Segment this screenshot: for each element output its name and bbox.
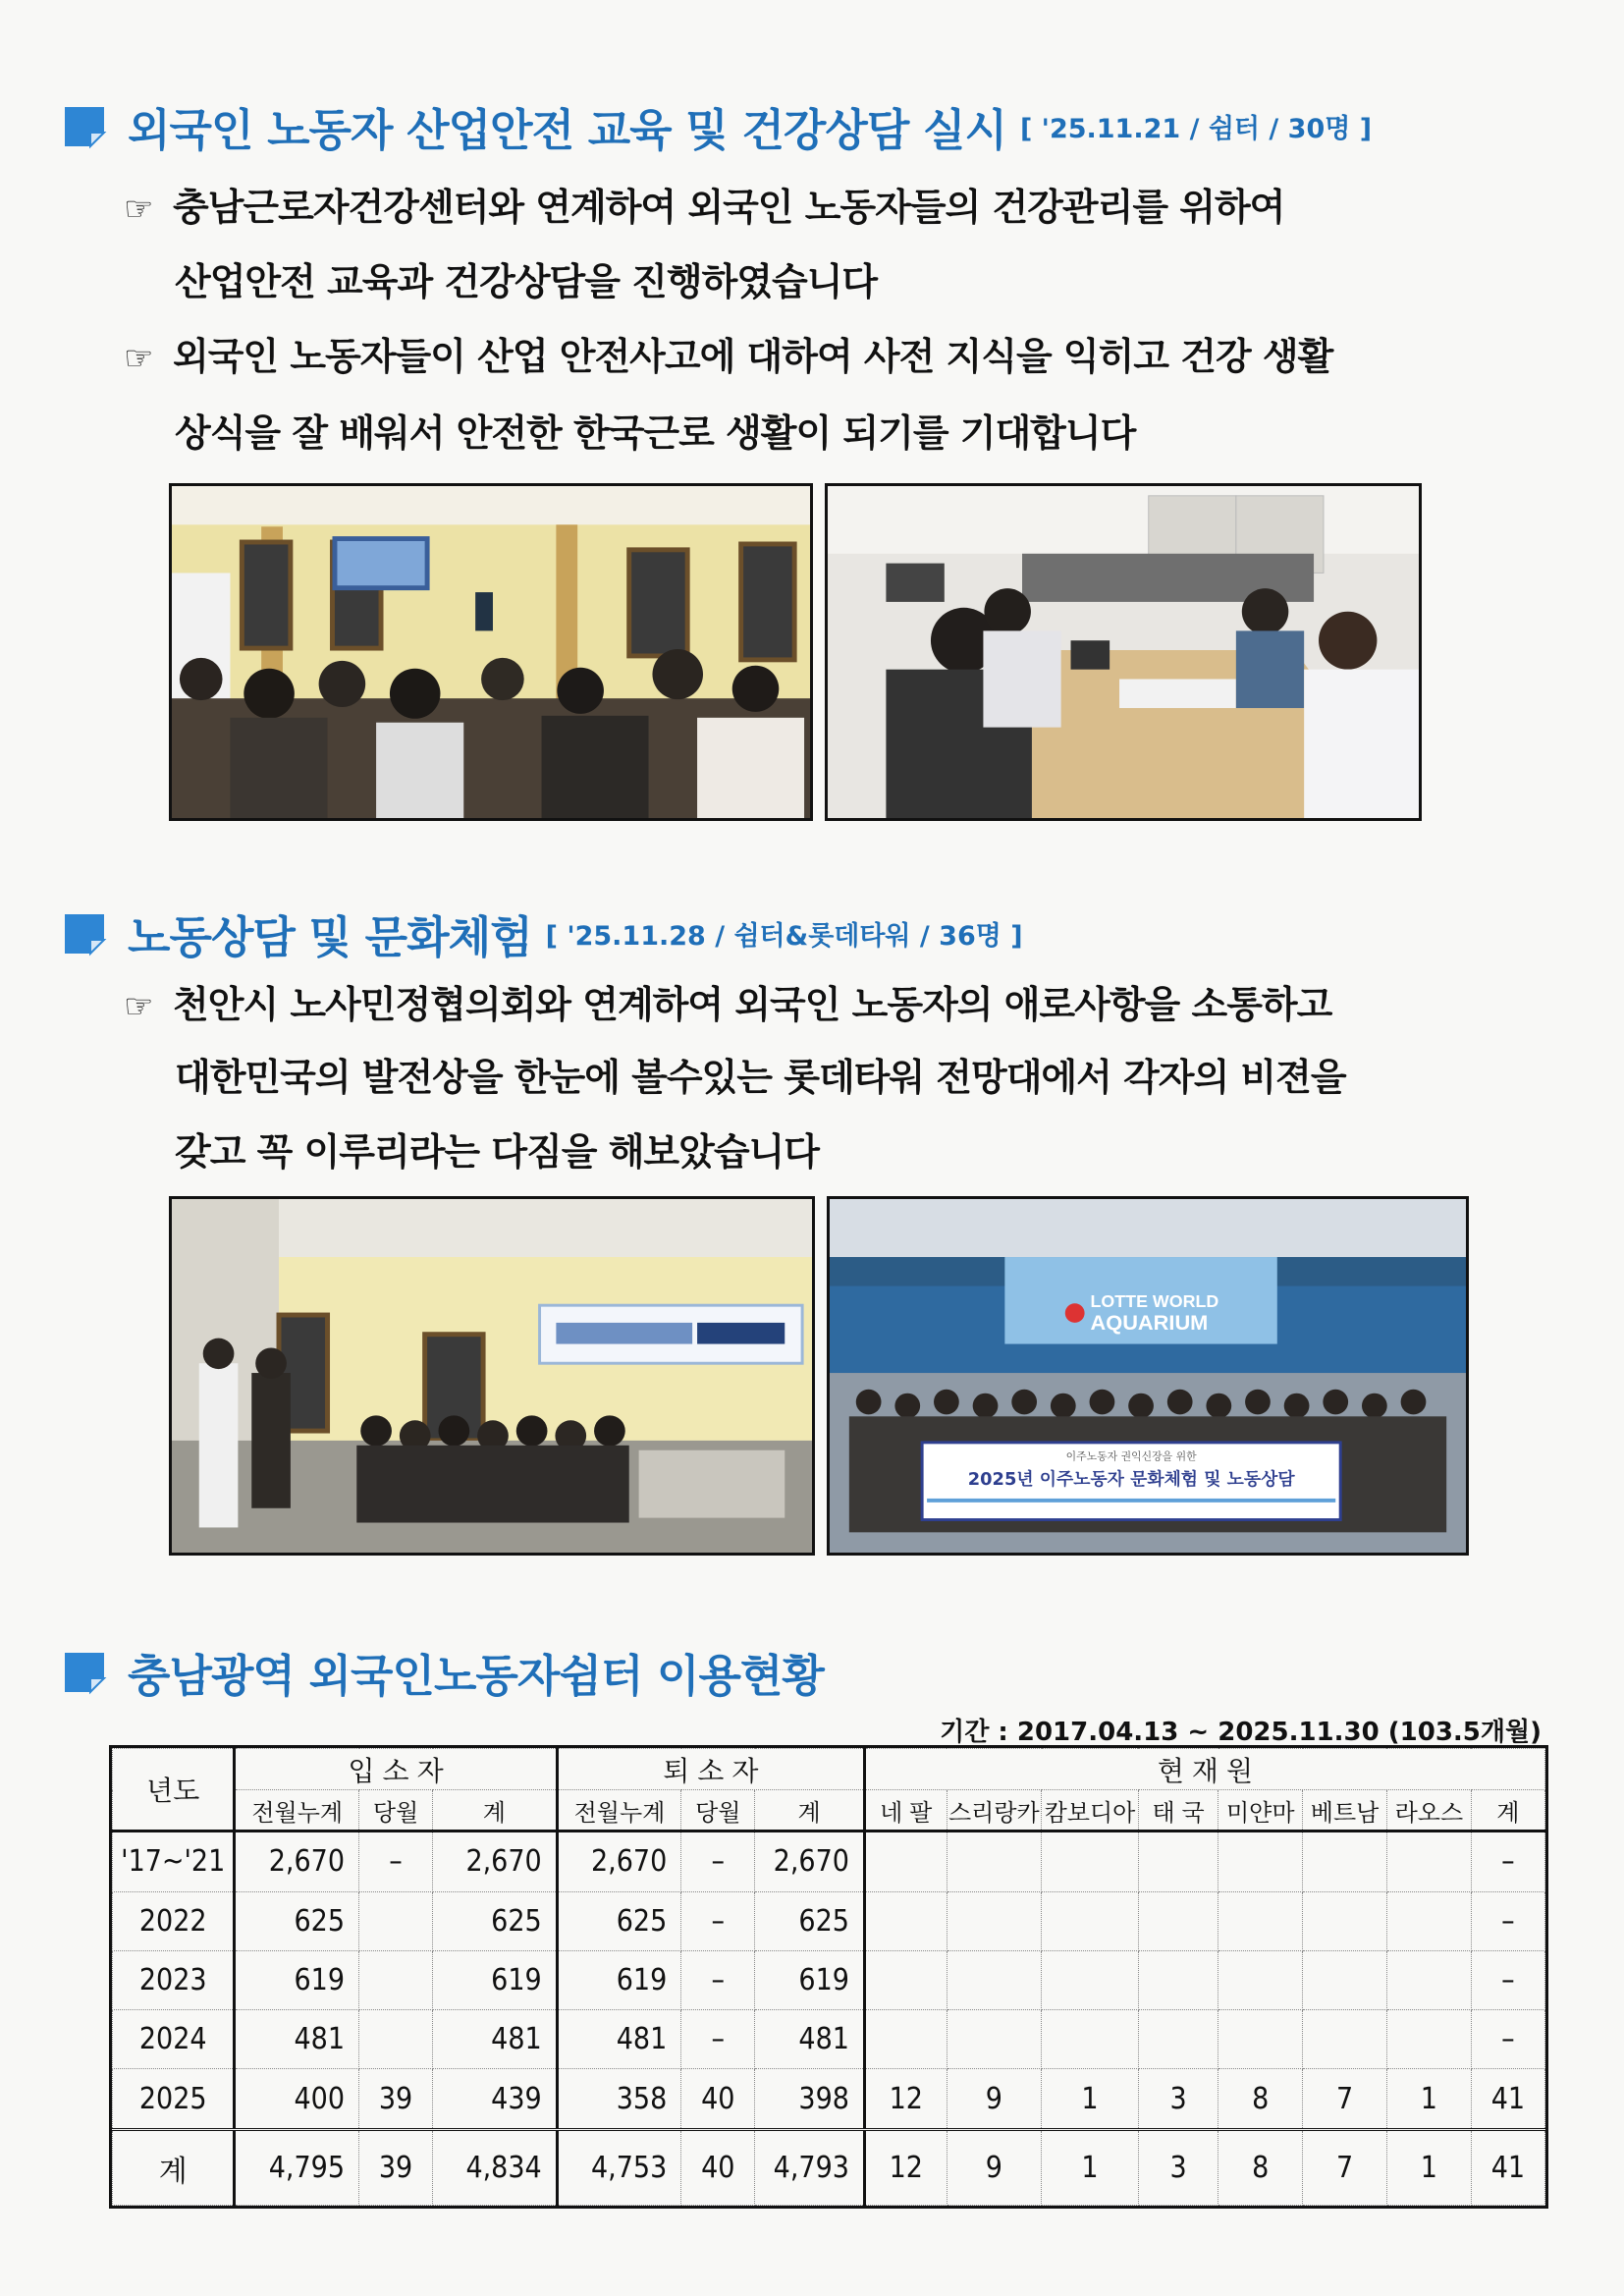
cell-thailand: 3 [1138, 2069, 1218, 2130]
cell-nepal [864, 1891, 947, 1950]
section2-header [61, 902, 1023, 965]
section1-meta: [ '25.11.21 / 쉼터 / 30명 ] [1019, 114, 1373, 144]
header-in-prev: 전월누계 [235, 1790, 359, 1831]
cell-out-prev: 625 [557, 1891, 681, 1950]
header-out-prev: 전월누계 [557, 1790, 681, 1831]
cell-in-month: – [359, 1831, 433, 1892]
header-country-vietnam: 베트남 [1303, 1790, 1387, 1831]
cell-current-sum: – [1471, 2010, 1544, 2069]
cell-srilanka [947, 1950, 1042, 2009]
cell-in-prev: 481 [235, 2010, 359, 2069]
cell-out-prev: 4,753 [557, 2130, 681, 2206]
header-country-thailand: 태 국 [1138, 1790, 1218, 1831]
photo-safety-lecture [169, 483, 813, 821]
section3-title: 충남광역 외국인노동자쉼터 이용현황 [128, 1650, 824, 1702]
cell-srilanka [947, 2010, 1042, 2069]
cell-srilanka: 9 [947, 2069, 1042, 2130]
cell-thailand [1138, 1891, 1218, 1950]
table-row [113, 1891, 1545, 1950]
cell-out-sum: 625 [755, 1891, 865, 1950]
cell-out-prev: 481 [557, 2010, 681, 2069]
cell-myanmar [1218, 1831, 1303, 1892]
header-in-sum: 계 [433, 1790, 558, 1831]
header-country-nepal: 네 팔 [864, 1790, 947, 1831]
section1-header [61, 94, 1372, 158]
cell-in-sum: 4,834 [433, 2130, 558, 2206]
cell-myanmar [1218, 1950, 1303, 2009]
usage-table [112, 1748, 1545, 2206]
header-country-myanmar: 미얀마 [1218, 1790, 1303, 1831]
header-country-cambodia: 캄보디아 [1042, 1790, 1139, 1831]
cell-out-month: – [681, 1950, 755, 2009]
cell-nepal: 12 [864, 2069, 947, 2130]
cell-myanmar [1218, 2010, 1303, 2069]
cell-cambodia: 1 [1042, 2069, 1139, 2130]
cell-thailand [1138, 1950, 1218, 2009]
cell-nepal [864, 1950, 947, 2009]
pointer-hand-icon: ☞ [124, 190, 153, 229]
photo-health-counseling [825, 483, 1422, 821]
cell-srilanka: 9 [947, 2130, 1042, 2206]
cell-out-month: – [681, 1831, 755, 1892]
cell-thailand [1138, 1831, 1218, 1892]
cell-in-prev: 2,670 [235, 1831, 359, 1892]
cell-year: 2025 [113, 2069, 235, 2130]
photo-labor-counseling [169, 1196, 815, 1556]
cell-out-prev: 2,670 [557, 1831, 681, 1892]
bullet-text: 외국인 노동자들이 산업 안전사고에 대하여 사전 지식을 익히고 건강 생활 [173, 335, 1333, 378]
cell-in-prev: 400 [235, 2069, 359, 2130]
header-year: 년도 [113, 1749, 235, 1831]
table-header-row-2 [113, 1790, 1545, 1831]
section3-header [61, 1640, 824, 1704]
pointer-hand-icon: ☞ [124, 987, 153, 1026]
cell-in-prev: 4,795 [235, 2130, 359, 2206]
cell-cambodia [1042, 1891, 1139, 1950]
cell-out-prev: 619 [557, 1950, 681, 2009]
table-row [113, 2069, 1545, 2130]
cell-myanmar: 8 [1218, 2130, 1303, 2206]
cell-vietnam: 7 [1303, 2069, 1387, 2130]
cell-out-month: 40 [681, 2130, 755, 2206]
cell-laos [1386, 2010, 1471, 2069]
pointer-hand-icon: ☞ [124, 339, 153, 378]
cell-year: 2024 [113, 2010, 235, 2069]
cell-vietnam [1303, 2010, 1387, 2069]
section1-bullet-2 [124, 326, 1332, 380]
header-in-month: 당월 [359, 1790, 433, 1831]
cell-nepal [864, 1831, 947, 1892]
cell-vietnam [1303, 1891, 1387, 1950]
header-country-laos: 라오스 [1386, 1790, 1471, 1831]
table-row [113, 2010, 1545, 2069]
cell-vietnam: 7 [1303, 2130, 1387, 2206]
cell-myanmar: 8 [1218, 2069, 1303, 2130]
cell-laos: 1 [1386, 2069, 1471, 2130]
cell-current-sum: – [1471, 1831, 1544, 1892]
photo-aquarium-group [827, 1196, 1469, 1556]
cell-current-sum: – [1471, 1891, 1544, 1950]
cell-in-prev: 619 [235, 1950, 359, 2009]
cell-total-label: 계 [113, 2130, 235, 2206]
cell-in-month [359, 1891, 433, 1950]
cell-laos [1386, 1831, 1471, 1892]
cell-in-sum: 619 [433, 1950, 558, 2009]
cell-in-sum: 439 [433, 2069, 558, 2130]
section2-title: 노동상담 및 문화체험 [128, 911, 532, 963]
header-country-srilanka: 스리랑카 [947, 1790, 1042, 1831]
header-out: 퇴 소 자 [557, 1749, 864, 1790]
cell-thailand [1138, 2010, 1218, 2069]
cell-current-sum: 41 [1471, 2069, 1544, 2130]
cell-in-prev: 625 [235, 1891, 359, 1950]
cell-srilanka [947, 1891, 1042, 1950]
folded-note-icon [61, 910, 108, 957]
header-current-sum: 계 [1471, 1790, 1544, 1831]
cell-in-month [359, 1950, 433, 2009]
cell-vietnam [1303, 1950, 1387, 2009]
cell-in-month [359, 2010, 433, 2069]
cell-year: '17~'21 [113, 1831, 235, 1892]
cell-cambodia [1042, 2010, 1139, 2069]
section2-bullet-cont-2: 갖고 꼭 이루리라는 다짐을 해보았습니다 [175, 1130, 819, 1174]
cell-out-month: 40 [681, 2069, 755, 2130]
table-total-row [113, 2130, 1545, 2206]
table-header-row-1 [113, 1749, 1545, 1790]
cell-laos [1386, 1950, 1471, 2009]
section1-title: 외국인 노동자 산업안전 교육 및 건강상담 실시 [128, 104, 1006, 156]
cell-cambodia [1042, 1831, 1139, 1892]
folded-note-icon [61, 103, 108, 150]
banner-subtitle: 이주노동자 권익신장을 위한 [1065, 1449, 1197, 1463]
cell-in-month: 39 [359, 2130, 433, 2206]
cell-in-sum: 625 [433, 1891, 558, 1950]
aquarium-sign-top: LOTTE WORLD [1090, 1291, 1219, 1312]
cell-year: 2023 [113, 1950, 235, 2009]
cell-myanmar [1218, 1891, 1303, 1950]
cell-current-sum: – [1471, 1950, 1544, 2009]
section2-meta: [ '25.11.28 / 쉼터&롯데타워 / 36명 ] [545, 921, 1023, 952]
cell-laos: 1 [1386, 2130, 1471, 2206]
cell-out-sum: 2,670 [755, 1831, 865, 1892]
aquarium-sign-bottom: AQUARIUM [1090, 1309, 1209, 1335]
section2-bullet-cont-1: 대한민국의 발전상을 한눈에 볼수있는 롯데타워 전망대에서 각자의 비젼을 [175, 1056, 1346, 1099]
cell-out-month: – [681, 1891, 755, 1950]
section1-bullet-2-cont: 상식을 잘 배워서 안전한 한국근로 생활이 되기를 기대합니다 [175, 411, 1136, 455]
cell-nepal: 12 [864, 2130, 947, 2206]
section2-bullet [124, 974, 1331, 1028]
header-out-sum: 계 [755, 1790, 865, 1831]
cell-out-sum: 398 [755, 2069, 865, 2130]
folded-note-icon [61, 1649, 108, 1696]
cell-out-sum: 4,793 [755, 2130, 865, 2206]
cell-laos [1386, 1891, 1471, 1950]
cell-out-sum: 619 [755, 1950, 865, 2009]
header-current: 현 재 원 [864, 1749, 1544, 1790]
cell-year: 2022 [113, 1891, 235, 1950]
header-out-month: 당월 [681, 1790, 755, 1831]
cell-nepal [864, 2010, 947, 2069]
period-label: 기간 : 2017.04.13 ~ 2025.11.30 (103.5개월) [940, 1718, 1542, 1747]
table-row [113, 1950, 1545, 2009]
bullet-text: 천안시 노사민정협의회와 연계하여 외국인 노동자의 애로사항을 소통하고 [173, 983, 1332, 1026]
cell-cambodia [1042, 1950, 1139, 2009]
table-row [113, 1831, 1545, 1892]
cell-out-sum: 481 [755, 2010, 865, 2069]
cell-vietnam [1303, 1831, 1387, 1892]
cell-in-month: 39 [359, 2069, 433, 2130]
cell-current-sum: 41 [1471, 2130, 1544, 2206]
cell-cambodia: 1 [1042, 2130, 1139, 2206]
section1-bullet-1 [124, 177, 1284, 231]
header-in: 입 소 자 [235, 1749, 557, 1790]
cell-out-month: – [681, 2010, 755, 2069]
cell-in-sum: 2,670 [433, 1831, 558, 1892]
cell-in-sum: 481 [433, 2010, 558, 2069]
cell-out-prev: 358 [557, 2069, 681, 2130]
bullet-text: 충남근로자건강센터와 연계하여 외국인 노동자들의 건강관리를 위하여 [173, 186, 1285, 229]
section1-bullet-1-cont: 산업안전 교육과 건강상담을 진행하였습니다 [175, 260, 878, 303]
cell-srilanka [947, 1831, 1042, 1892]
banner-title: 2025년 이주노동자 문화체험 및 노동상담 [967, 1470, 1295, 1491]
cell-thailand: 3 [1138, 2130, 1218, 2206]
